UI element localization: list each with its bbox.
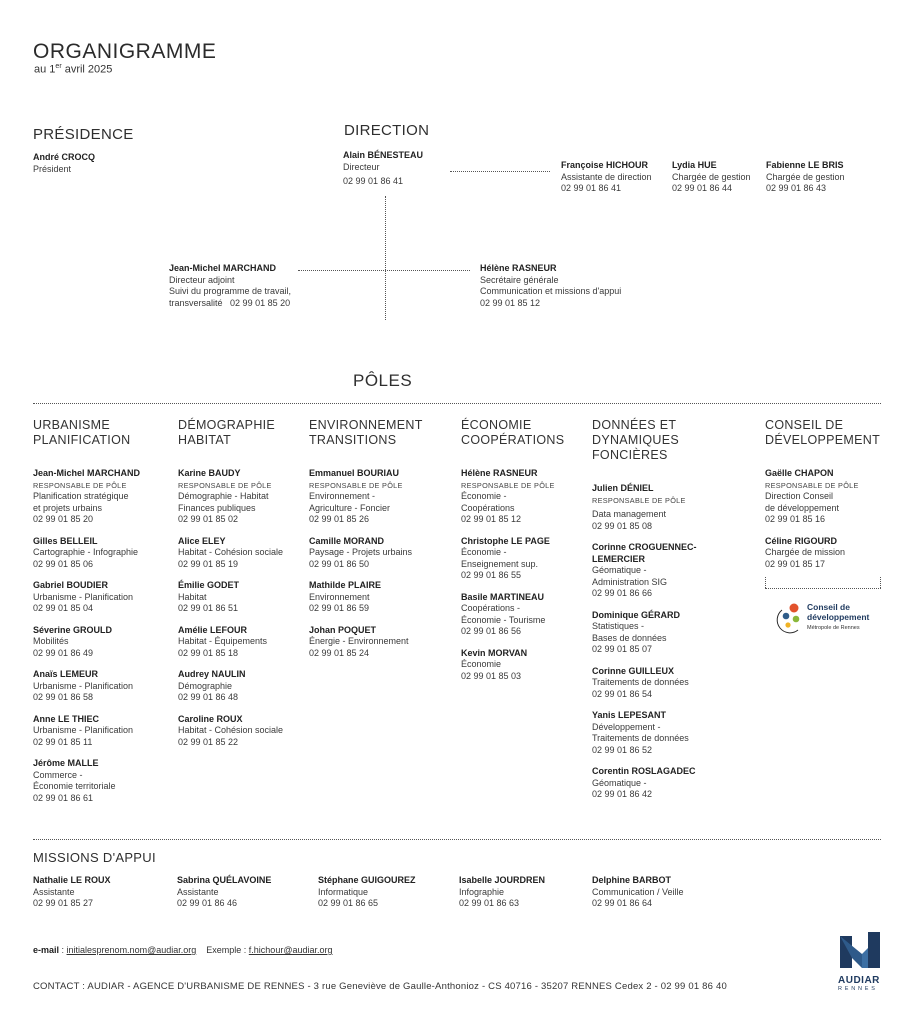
pole-column-conseil [765,418,890,580]
missions-heading: MISSIONS D'APPUI [33,850,156,865]
president-card: André CROCQ Président [33,152,96,174]
connector-line [385,196,386,320]
pole-column-urbanisme [33,418,173,814]
staff-card: Anaïs LEMEUR Urbanisme - Planification 02 99 01 86 58 [33,669,134,702]
pole-column-donnees [592,418,757,811]
secretary-general-card: Hélène RASNEUR Secrétaire générale Communication et missions d'appui 02 99 01 85 12 [480,263,622,308]
staff-card: Basile MARTINEAU Coopérations - Économie - Tourisme 02 99 01 86 56 [461,591,546,636]
conseil-logo-text: Conseil de développement Métropole de Rennes [807,602,870,631]
poles-heading: PÔLES [353,371,413,390]
staff-card: Gaëlle CHAPON RESPONSABLE DE PÔLE Direction Conseil de développement 02 99 01 85 16 [765,468,859,524]
page-title: ORGANIGRAMME [33,40,217,63]
pole-column-environnement [309,418,454,669]
staff-card: Julien DÉNIEL RESPONSABLE DE PÔLE Data management 02 99 01 85 08 [592,483,686,531]
connector-line [298,270,470,271]
connector-line [450,171,550,172]
staff-card: Yanis LEPESANT Développement - Traitements de données 02 99 01 86 52 [592,710,689,755]
direction-heading: DIRECTION [344,122,430,139]
mission-card: Isabelle JOURDREN Infographie 02 99 01 86 63 [459,875,546,908]
pole-title: URBANISME PLANIFICATION [33,418,131,447]
staff-card: Caroline ROUX Habitat - Cohésion sociale 02 99 01 85 22 [178,713,284,747]
section-divider [33,403,881,404]
staff-card: Emmanuel BOURIAU RESPONSABLE DE PÔLE Environnement - Agriculture - Foncier 02 99 01 85 26 [309,468,403,524]
mission-card: Delphine BARBOT Communication / Veille 02 99 01 86 64 [592,875,684,908]
staff-card: Karine BAUDY RESPONSABLE DE PÔLE Démographie - Habitat Finances publiques 02 99 01 85 02 [178,468,272,524]
pole-title: CONSEIL DE DÉVELOPPEMENT [765,418,881,447]
staff-card: Corentin ROSLAGADEC Géomatique - 02 99 01 86 42 [592,766,696,799]
audiar-logo-icon [838,928,888,972]
pole-title: ENVIRONNEMENT TRANSITIONS [309,418,423,447]
staff-card: Camille MORAND Paysage - Projets urbains 02 99 01 86 50 [309,535,413,569]
email-info: e-mail : initialesprenom.nom@audiar.org Exemple : f.hichour@audiar.org [33,945,333,955]
conseil-developpement-logo [776,602,886,636]
presidence-heading: PRÉSIDENCE [33,126,134,143]
pole-title: DONNÉES ET DYNAMIQUES FONCIÈRES [592,418,680,462]
staff-card: Jean-Michel MARCHAND RESPONSABLE DE PÔLE Planification stratégique et projets urbains 02 99 01 85 20 [33,468,141,524]
pole-column-demographie [178,418,303,758]
staff-card: Johan POQUET Énergie - Environnement 02 99 01 85 24 [309,624,409,658]
assistant-card: Fabienne LE BRIS Chargée de gestion 02 99 01 86 43 [766,160,845,193]
staff-card: Alice ELEY Habitat - Cohésion sociale 02 99 01 85 19 [178,535,284,569]
staff-card: Hélène RASNEUR RESPONSABLE DE PÔLE Économie - Coopérations 02 99 01 85 12 [461,468,555,524]
staff-card: Mathilde PLAIRE Environnement 02 99 01 86 59 [309,580,382,613]
page-date: au 1er avril 2025 [34,63,113,76]
staff-card: Corinne GUILLEUX Traitements de données 02 99 01 86 54 [592,665,689,699]
staff-card: Gabriel BOUDIER Urbanisme - Planification 02 99 01 85 04 [33,580,134,613]
staff-card: Audrey NAULIN Démographie 02 99 01 86 48 [178,669,246,702]
conseil-logo-icon [776,602,804,634]
section-divider [33,839,881,840]
director-card: Alain BÉNESTEAU Directeur 02 99 01 86 41 [343,150,424,186]
staff-card: Anne LE THIEC Urbanisme - Planification 02 99 01 85 11 [33,713,134,747]
email-pattern-link[interactable]: initialesprenom.nom@audiar.org [66,945,197,955]
mission-card: Stéphane GUIGOUREZ Informatique 02 99 01 86 65 [318,875,416,908]
assistant-card: Lydia HUE Chargée de gestion 02 99 01 86 44 [672,160,751,193]
staff-card: Séverine GROULD Mobilités 02 99 01 86 49 [33,624,113,658]
assistant-card: Françoise HICHOUR Assistante de direction 02 99 01 86 41 [561,160,652,193]
staff-card: Dominique GÉRARD Statistiques - Bases de données 02 99 01 85 07 [592,609,681,654]
staff-card: Corinne CROGUENNEC-LEMERCIER Géomatique - Administration SIG 02 99 01 86 66 [592,542,697,598]
bracket-line [765,588,881,589]
bracket-line [880,577,881,588]
staff-card: Céline RIGOURD Chargée de mission 02 99 01 85 17 [765,535,846,569]
contact-line: CONTACT : AUDIAR - AGENCE D'URBANISME DE RENNES - 3 rue Geneviève de Gaulle-Anthonioz - CS 40716 - 35207 RENNES Cedex 2 - 02 99 01 86 40 [33,981,727,992]
staff-card: Gilles BELLEIL Cartographie - Infographie 02 99 01 85 06 [33,535,139,569]
pole-column-economie [461,418,589,692]
mission-card: Sabrina QUÉLAVOINE Assistante 02 99 01 86 46 [177,875,272,908]
staff-card: Christophe LE PAGE Économie - Enseignement sup. 02 99 01 86 55 [461,535,550,580]
staff-card: Kevin MORVAN Économie 02 99 01 85 03 [461,647,528,681]
staff-card: Amélie LEFOUR Habitat - Équipements 02 99 01 85 18 [178,624,268,658]
audiar-logo: AUDIAR RENNES [838,928,888,998]
staff-card: Émilie GODET Habitat 02 99 01 86 51 [178,580,240,613]
bracket-line [765,577,766,588]
pole-title: DÉMOGRAPHIE HABITAT [178,418,276,447]
email-example-link[interactable]: f.hichour@audiar.org [248,945,333,955]
staff-card: Jérôme MALLE Commerce - Économie territoriale 02 99 01 86 61 [33,758,116,803]
pole-title: ÉCONOMIE COOPÉRATIONS [461,418,565,447]
mission-card: Nathalie LE ROUX Assistante 02 99 01 85 27 [33,875,111,908]
deputy-director-card: Jean-Michel MARCHAND Directeur adjoint Suivi du programme de travail, transversalité 02 99 01 85 20 [169,263,292,308]
